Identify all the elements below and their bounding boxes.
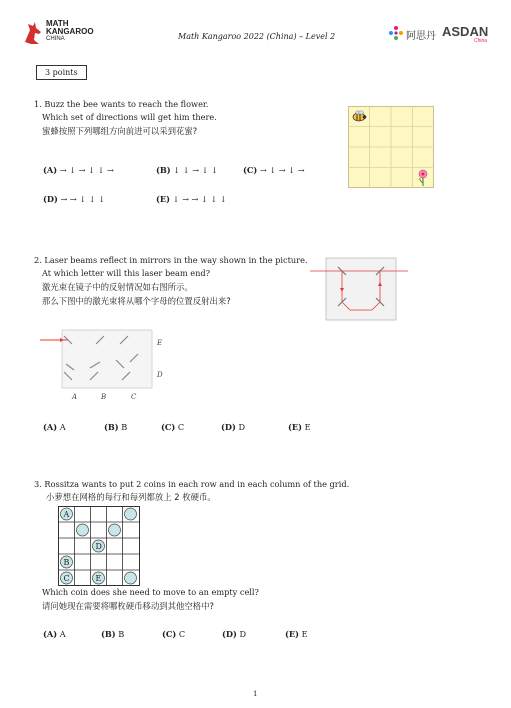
q2-option-d-letter: (D) xyxy=(221,422,236,432)
q3-option-e-letter: (E) xyxy=(285,629,299,639)
laser-label-b: B xyxy=(101,393,107,401)
q2-option-b[interactable] xyxy=(104,422,127,432)
q3-option-b-letter: (B) xyxy=(101,629,116,639)
kangaroo-icon xyxy=(22,20,44,46)
q1-text-cn: 蜜蜂按照下列哪组方向前进可以采到花蜜? xyxy=(42,126,198,136)
q2-option-e-letter: (E) xyxy=(288,422,302,432)
laser-puzzle-figure xyxy=(40,326,175,402)
q1-option-e[interactable] xyxy=(156,194,227,204)
coin-row1-right[interactable] xyxy=(125,508,137,520)
q3-text-en-1: 3. Rossitza wants to put 2 coins in each row and in each column of the grid. xyxy=(34,479,350,489)
q1-option-a-text: → ↓ → ↓ ↓ → xyxy=(59,165,114,175)
q1-option-c[interactable] xyxy=(243,165,305,175)
q1-option-b-text: ↓ ↓ → ↓ ↓ xyxy=(173,165,218,175)
q1-option-e-letter: (E) xyxy=(156,194,170,204)
coin-row5-right[interactable] xyxy=(125,572,137,584)
asdan-logo-sub: China xyxy=(474,38,488,44)
laser-label-d: D xyxy=(157,371,163,379)
laser-label-e: E xyxy=(157,339,163,347)
q2-text-cn-2: 那么下图中的激光束将从哪个字母的位置反射出来? xyxy=(42,296,231,306)
q3-option-a[interactable] xyxy=(43,629,66,639)
q1-option-e-text: ↓ → → ↓ ↓ ↓ xyxy=(172,194,227,204)
q3-option-b-text: B xyxy=(118,629,125,639)
q3-text-cn-2: 请问她现在需要将哪枚硬币移动到其他空格中? xyxy=(42,601,214,611)
q3-option-c-letter: (C) xyxy=(162,629,177,639)
q3-option-b[interactable] xyxy=(101,629,124,639)
logo-line-3: CHINA xyxy=(46,36,65,42)
q2-option-e-text: E xyxy=(304,422,311,432)
asdan-logo-en: ASDAN xyxy=(442,24,489,39)
q3-text-cn-1: 小萝想在网格的每行和每列都放上 2 枚硬币。 xyxy=(46,492,216,502)
q1-text-en-1: 1. Buzz the bee wants to reach the flower. xyxy=(34,99,209,109)
coin-label-e: E xyxy=(95,574,102,583)
q2-text-en-1: 2. Laser beams reflect in mirrors in the way shown in the picture. xyxy=(34,255,308,265)
math-kangaroo-logo xyxy=(22,20,102,48)
laser-label-c: C xyxy=(131,393,137,401)
q3-option-e-text: E xyxy=(301,629,308,639)
coin-label-a: A xyxy=(63,510,70,519)
q2-text-cn-1: 激光束在镜子中的反射情况如右图所示。 xyxy=(42,282,193,292)
q1-option-d-letter: (D) xyxy=(43,194,58,204)
q2-option-c-text: C xyxy=(177,422,185,432)
coin-row2-a[interactable] xyxy=(77,524,89,536)
q2-option-a-letter: (A) xyxy=(43,422,58,432)
q1-option-d[interactable] xyxy=(43,194,105,204)
q3-option-c-text: C xyxy=(178,629,186,639)
q1-option-a[interactable] xyxy=(43,165,114,175)
bee-grid xyxy=(348,106,434,188)
q2-text-en-2: At which letter will this laser beam end? xyxy=(42,268,211,278)
laser-example-figure xyxy=(310,254,408,322)
asdan-logo xyxy=(388,22,493,46)
coin-label-d: D xyxy=(95,542,102,551)
q3-option-a-letter: (A) xyxy=(43,629,58,639)
q2-option-a-text: A xyxy=(59,422,66,432)
points-box: 3 points xyxy=(36,65,87,80)
asdan-flower-icon xyxy=(388,25,404,41)
coin-grid xyxy=(58,506,140,586)
q2-option-c[interactable] xyxy=(161,422,184,432)
page-number: 1 xyxy=(253,690,258,698)
q2-option-c-letter: (C) xyxy=(161,422,176,432)
q2-option-e[interactable] xyxy=(288,422,311,432)
q3-option-c[interactable] xyxy=(162,629,185,639)
q3-option-d-letter: (D) xyxy=(222,629,237,639)
q3-option-a-text: A xyxy=(59,629,66,639)
q2-option-b-text: B xyxy=(121,422,128,432)
coin-label-b: B xyxy=(63,558,70,567)
q2-option-d-text: D xyxy=(238,422,246,432)
q1-option-b[interactable] xyxy=(156,165,218,175)
q1-option-b-letter: (B) xyxy=(156,165,171,175)
q3-option-e[interactable] xyxy=(285,629,308,639)
q1-option-d-text: → → ↓ ↓ ↓ xyxy=(60,194,106,204)
q3-text-en-2: Which coin does she need to move to an empty cell? xyxy=(42,587,259,597)
coin-row2-b[interactable] xyxy=(109,524,121,536)
logo-line-2: KANGAROO xyxy=(46,27,94,36)
q2-option-a[interactable] xyxy=(43,422,66,432)
q1-option-a-letter: (A) xyxy=(43,165,58,175)
q1-option-c-letter: (C) xyxy=(243,165,258,175)
asdan-logo-cn: 阿思丹 xyxy=(406,31,436,42)
q3-option-d-text: D xyxy=(239,629,247,639)
q3-option-d[interactable] xyxy=(222,629,246,639)
q2-option-b-letter: (B) xyxy=(104,422,119,432)
q2-option-d[interactable] xyxy=(221,422,245,432)
q1-option-c-text: → ↓ → ↓ → xyxy=(259,165,305,175)
logo-line-1: MATH xyxy=(46,19,69,28)
page-header-title: Math Kangaroo 2022 (China) – Level 2 xyxy=(178,32,336,41)
laser-label-a: A xyxy=(72,393,78,401)
coin-label-c: C xyxy=(63,574,70,583)
q1-text-en-2: Which set of directions will get him there. xyxy=(42,112,217,122)
